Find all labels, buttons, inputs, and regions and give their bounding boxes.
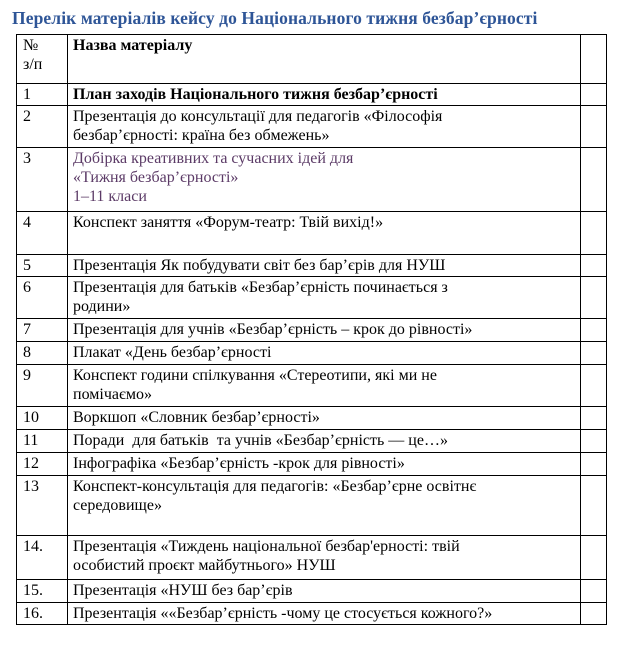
table-row-16 [17, 603, 607, 625]
table-row-10 [17, 407, 607, 430]
row-number: 8 [17, 342, 68, 365]
row-number: 7 [17, 319, 68, 342]
table-row-9 [17, 365, 607, 407]
table-row-2 [17, 106, 607, 148]
extra-column-cell [581, 430, 607, 453]
table-row-14 [17, 536, 607, 580]
row-number: 5 [17, 255, 68, 277]
materials-table [16, 34, 607, 625]
row-number: 6 [17, 277, 68, 319]
row-title [68, 148, 581, 212]
row-title [68, 476, 581, 536]
row-number: 2 [17, 106, 68, 148]
row-number: 14. [17, 536, 68, 580]
name-header-cell: Назва матеріалу [68, 35, 581, 84]
row-title: План заходів Національного тижня безбар’єрності [68, 84, 581, 106]
table-row-3 [17, 148, 607, 212]
row-number: 11 [17, 430, 68, 453]
row-number: 12 [17, 453, 68, 476]
row-title: Інфографіка «Безбар’єрність -крок для рівності» [68, 453, 581, 476]
extra-column-cell [581, 342, 607, 365]
row-title [68, 365, 581, 407]
extra-column-cell [581, 319, 607, 342]
row-title-line: родини» [73, 298, 131, 315]
row-title: Презентація Як побудувати світ без бар’єрів для НУШ [68, 255, 581, 277]
row-title: Конспект заняття «Форум-театр: Твій вихід!» [68, 212, 581, 255]
row-title-line: «Тижня безбар’єрності» [73, 169, 239, 186]
row-title: Презентація для учнів «Безбар’єрність – крок до рівності» [68, 319, 581, 342]
extra-column-cell [581, 84, 607, 106]
row-title-line: Добірка креативних та сучасних ідей для [73, 150, 354, 167]
extra-column-cell [581, 580, 607, 603]
table-header-row [17, 35, 607, 84]
extra-column-cell [581, 148, 607, 212]
row-title [68, 106, 581, 148]
number-header-line1: № [23, 37, 39, 54]
number-header-cell [17, 35, 68, 84]
row-title-line: середовище» [73, 497, 162, 514]
row-title: Воркшоп «Словник безбар’єрності» [68, 407, 581, 430]
extra-column-cell [581, 476, 607, 536]
row-number: 1 [17, 84, 68, 106]
extra-column-cell [581, 603, 607, 625]
row-title [68, 277, 581, 319]
row-number: 15. [17, 580, 68, 603]
row-number: 10 [17, 407, 68, 430]
number-header-line2: з/п [23, 56, 43, 73]
table-row-11 [17, 430, 607, 453]
table-row-1 [17, 84, 607, 106]
table-row-8 [17, 342, 607, 365]
row-title-line: Презентація «Тиждень національної безбар'ерності: твій [73, 538, 460, 555]
row-title-line: Конспект години спілкування «Стереотипи, які ми не [73, 367, 437, 384]
row-title: Плакат «День безбар’єрності [68, 342, 581, 365]
row-title-line: безбар’єрності: країна без обмежень» [73, 127, 330, 144]
extra-column-cell [581, 212, 607, 255]
extra-column-cell [581, 365, 607, 407]
table-row-5 [17, 255, 607, 277]
table-row-15 [17, 580, 607, 603]
table-row-13 [17, 476, 607, 536]
table-row-4 [17, 212, 607, 255]
row-title-line: Презентація до консультації для педагогів «Філософія [73, 108, 443, 125]
extra-column-cell [581, 407, 607, 430]
table-row-6 [17, 277, 607, 319]
row-title [68, 536, 581, 580]
row-title: Поради для батьків та учнів «Безбар’єрність — це…» [68, 430, 581, 453]
row-number: 4 [17, 212, 68, 255]
row-title-line: Презентація для батьків «Безбар’єрність починається з [73, 279, 448, 296]
extra-column-cell [581, 35, 607, 84]
extra-column-cell [581, 536, 607, 580]
row-number: 3 [17, 148, 68, 212]
extra-column-cell [581, 277, 607, 319]
extra-column-cell [581, 255, 607, 277]
row-title-line: помічаємо» [73, 386, 152, 403]
extra-column-cell [581, 453, 607, 476]
row-title-line: 1–11 класи [73, 188, 147, 205]
row-number: 9 [17, 365, 68, 407]
row-number: 16. [17, 603, 68, 625]
row-title-line: особистий проєкт майбутнього» НУШ [73, 557, 336, 574]
row-title-line: Конспект-консультація для педагогів: «Безбар’єрне освітнє [73, 478, 477, 495]
extra-column-cell [581, 106, 607, 148]
row-number: 13 [17, 476, 68, 536]
row-title: Презентація ««Безбар’єрність -чому це стосується кожного?» [68, 603, 581, 625]
table-row-12 [17, 453, 607, 476]
document-title: Перелік матеріалів кейсу до Національного тижня безбар’єрності [12, 8, 538, 28]
table-row-7 [17, 319, 607, 342]
row-title: Презентація «НУШ без бар’єрів [68, 580, 581, 603]
